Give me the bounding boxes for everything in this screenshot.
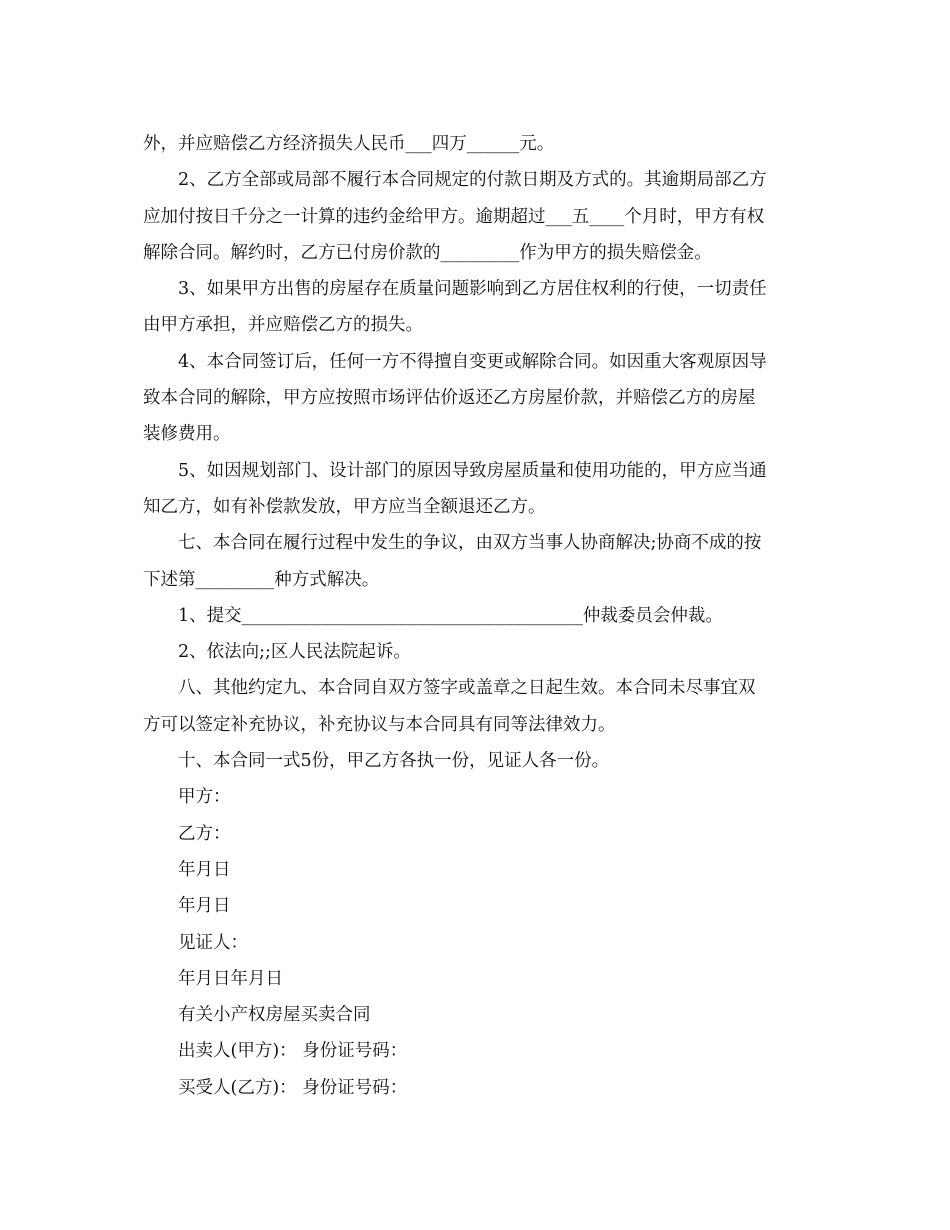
dispute-option-1: 1、提交_______________________________________仲裁委员会仲裁。 bbox=[178, 605, 723, 626]
clause-4-line-3: 装修费用。 bbox=[143, 424, 231, 445]
document-body bbox=[143, 126, 803, 1106]
clause-2-line-2: 应加付按日千分之一计算的违约金给甲方。逾期超过___五____个月时，甲方有权 bbox=[143, 206, 765, 227]
section-8-line-1: 八、其他约定九、本合同自双方签字或盖章之日起生效。本合同未尽事宜双 bbox=[178, 678, 756, 699]
new-contract-title: 有关小产权房屋买卖合同 bbox=[178, 1005, 371, 1026]
date-line-3: 年月日年月日 bbox=[178, 968, 283, 989]
section-10-line: 十、本合同一式5份，甲乙方各执一份，见证人各一份。 bbox=[178, 751, 610, 772]
clause-3-line-2: 由甲方承担，并应赔偿乙方的损失。 bbox=[143, 315, 423, 336]
seller-id-line: 出卖人(甲方)： 身份证号码： bbox=[178, 1041, 408, 1062]
date-line-1: 年月日 bbox=[178, 859, 231, 880]
party-a-signature-label: 甲方： bbox=[178, 787, 231, 808]
clause-4-line-1: 4、本合同签订后，任何一方不得擅自变更或解除合同。如因重大客观原因导 bbox=[178, 351, 767, 372]
dispute-option-2: 2、依法向;;区人民法院起诉。 bbox=[178, 642, 411, 663]
section-7-line-1: 七、本合同在履行过程中发生的争议，由双方当事人协商解决;协商不成的按 bbox=[178, 533, 762, 554]
section-7-line-2: 下述第_________种方式解决。 bbox=[143, 569, 380, 590]
clause-2-line-3: 解除合同。解约时，乙方已付房价款的_________作为甲方的损失赔偿金。 bbox=[143, 242, 712, 263]
witness-label: 见证人： bbox=[178, 932, 248, 953]
clause-2-line-1: 2、乙方全部或局部不履行本合同规定的付款日期及方式的。其逾期局部乙方 bbox=[178, 170, 767, 191]
buyer-id-line: 买受人(乙方)： 身份证号码： bbox=[178, 1077, 408, 1098]
section-8-line-2: 方可以签定补充协议，补充协议与本合同具有同等法律效力。 bbox=[143, 714, 616, 735]
clause-4-line-2: 致本合同的解除，甲方应按照市场评估价返还乙方房屋价款，并赔偿乙方的房屋 bbox=[143, 388, 756, 409]
clause-5-line-2: 知乙方，如有补偿款发放，甲方应当全额退还乙方。 bbox=[143, 496, 546, 517]
clause-5-line-1: 5、如因规划部门、设计部门的原因导致房屋质量和使用功能的，甲方应当通 bbox=[178, 460, 767, 481]
text-line-continuation: 外，并应赔偿乙方经济损失人民币___四万______元。 bbox=[143, 134, 555, 154]
date-line-2: 年月日 bbox=[178, 896, 231, 917]
clause-3-line-1: 3、如果甲方出售的房屋存在质量问题影响到乙方居住权利的行使，一切责任 bbox=[178, 279, 767, 300]
party-b-signature-label: 乙方： bbox=[178, 823, 231, 844]
